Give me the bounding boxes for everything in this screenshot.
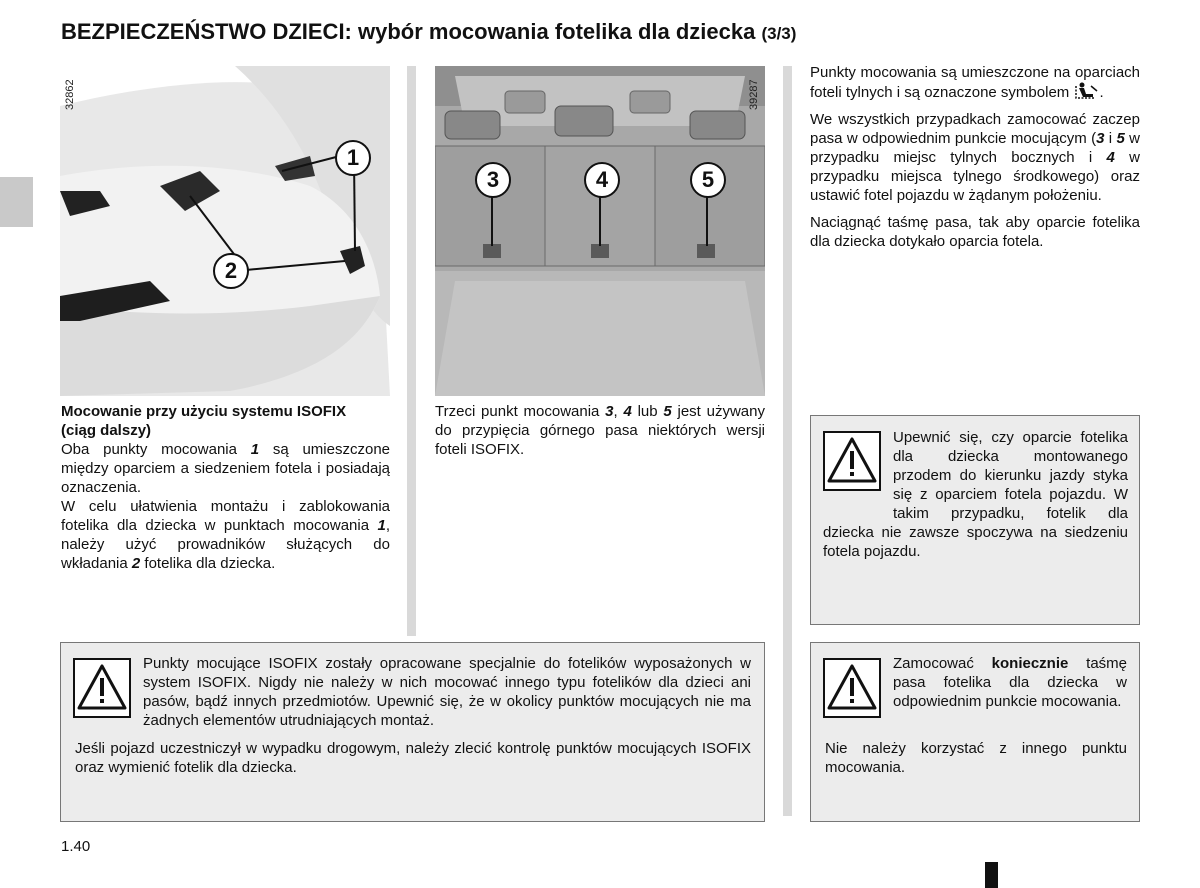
isofix-seat-illustration xyxy=(60,66,390,396)
text: w przypadku miejsc tylnych bocznych i xyxy=(810,130,1140,166)
icon-spacer xyxy=(823,428,893,508)
callout-4: 4 xyxy=(584,162,620,198)
emphasis: koniecznie xyxy=(991,655,1069,672)
ref-number: 5 xyxy=(663,403,672,420)
title-text: BEZPIECZEŃSTWO DZIECI: wybór mocowania fotelika dla dziecka xyxy=(61,19,756,44)
text: W celu ułatwienia montażu i zablokowania fotelika dla dziecka w punktach mocowania xyxy=(61,498,390,534)
isofix-heading xyxy=(61,402,390,440)
text: fotelika dla dziecka. xyxy=(140,555,276,572)
ref-number: 4 xyxy=(623,403,632,420)
warning-text xyxy=(823,428,1128,561)
page-corner-mark xyxy=(985,862,998,888)
rear-seats-illustration xyxy=(435,66,765,396)
ref-number: 3 xyxy=(605,403,614,420)
text: jest używany do przypięcia górnego pasa niektórych wersji foteli ISOFIX. xyxy=(435,403,765,458)
ref-number: 4 xyxy=(1106,149,1115,166)
warning-text-1 xyxy=(893,654,1127,711)
column-divider-left xyxy=(407,66,416,636)
page-number: 1.40 xyxy=(61,838,91,855)
right-paragraph-1 xyxy=(810,63,1140,102)
warning-triangle-icon xyxy=(73,658,131,718)
text: lub xyxy=(631,403,664,420)
isofix-tether-symbol-icon xyxy=(1073,82,1099,100)
text: Upewnić się, czy oparcie fotelika dla dziecka montowanego przodem do kierunku jazdy styka się z oparciem fotela pojazdu. W takim przypadku, fotelik dla dziecka nie zawsze spoczywa na siedzeniu fotela pojazdu. xyxy=(823,429,1128,560)
left-paragraph-2 xyxy=(61,497,390,573)
middle-paragraph xyxy=(435,402,765,459)
text: , należy użyć prowadników służących do wkładania xyxy=(61,517,390,572)
chapter-tab xyxy=(0,177,33,227)
ref-number: 5 xyxy=(1116,130,1125,147)
callout-5: 5 xyxy=(690,162,726,198)
ref-number: 3 xyxy=(1096,130,1105,147)
warning-box-isofix-points xyxy=(60,642,765,822)
ref-number: 2 xyxy=(131,555,141,572)
callout-2: 2 xyxy=(213,253,249,289)
page-title xyxy=(61,19,796,45)
text: , xyxy=(613,403,624,420)
ref-number: 1 xyxy=(377,517,386,534)
right-paragraph-2 xyxy=(810,110,1140,205)
text: są umieszczone między oparciem a siedzeniem fotela i posiadają oznaczenia. xyxy=(61,441,391,496)
text: We wszystkich przypadkach zamocować zaczep pasa w odpowiednim punkcie mocującym ( xyxy=(810,111,1140,147)
text: . xyxy=(1099,84,1104,101)
text: Trzeci punkt mocowania xyxy=(435,403,606,420)
warning-text-1: Punkty mocujące ISOFIX zostały opracowane specjalnie do fotelików wyposażonych w system ISOFIX. Nigdy nie należy w nich mocować innego typu fotelików dla dzieci ani pasów, bądź innych przedmiotów. Upewnić się, że w okolicy punktów mocujących nie ma żadnych elementów utrudniających montaż. xyxy=(143,655,751,729)
text: Zamocować xyxy=(893,655,992,672)
ref-number: 1 xyxy=(250,441,260,458)
left-column-text xyxy=(61,402,390,573)
image-code-middle: 39287 xyxy=(748,79,760,110)
text: taśmę pasa fotelika dla dziecka w odpowiednim punkcie mocowania. xyxy=(893,655,1127,710)
column-divider-right xyxy=(783,66,792,816)
isofix-heading-line2: (ciąg dalszy) xyxy=(61,422,152,439)
text: i xyxy=(1104,130,1117,147)
warning-text-2: Jeśli pojazd uczestniczył w wypadku drogowym, należy zlecić kontrolę punktów mocujących ISOFIX oraz wymienić fotelik dla dziecka. xyxy=(75,740,751,776)
right-column-text xyxy=(810,63,1140,251)
isofix-heading-line1: Mocowanie przy użyciu systemu ISOFIX xyxy=(61,403,347,420)
callout-1: 1 xyxy=(335,140,371,176)
warning-triangle-icon xyxy=(823,658,881,718)
text: Punkty mocowania są umieszczone na oparciach foteli tylnych i są oznaczone symbolem xyxy=(810,64,1140,101)
title-part: (3/3) xyxy=(761,24,797,43)
warning-box-seat-contact xyxy=(810,415,1140,625)
left-paragraph-1 xyxy=(61,440,390,497)
callout-3: 3 xyxy=(475,162,511,198)
middle-column-text xyxy=(435,402,765,459)
warning-text-2: Nie należy korzystać z innego punktu mocowania. xyxy=(825,740,1127,776)
right-paragraph-3: Naciągnąć taśmę pasa, tak aby oparcie fotelika dla dziecka dotykało oparcia fotela. xyxy=(810,214,1140,250)
warning-box-strap-mount xyxy=(810,642,1140,822)
image-code-left: 32862 xyxy=(64,79,76,110)
text: Oba punkty mocowania xyxy=(61,441,251,458)
text: w przypadku miejsca tylnego środkowego) oraz ustawić fotel pojazdu w żądanym położeniu. xyxy=(810,149,1141,204)
